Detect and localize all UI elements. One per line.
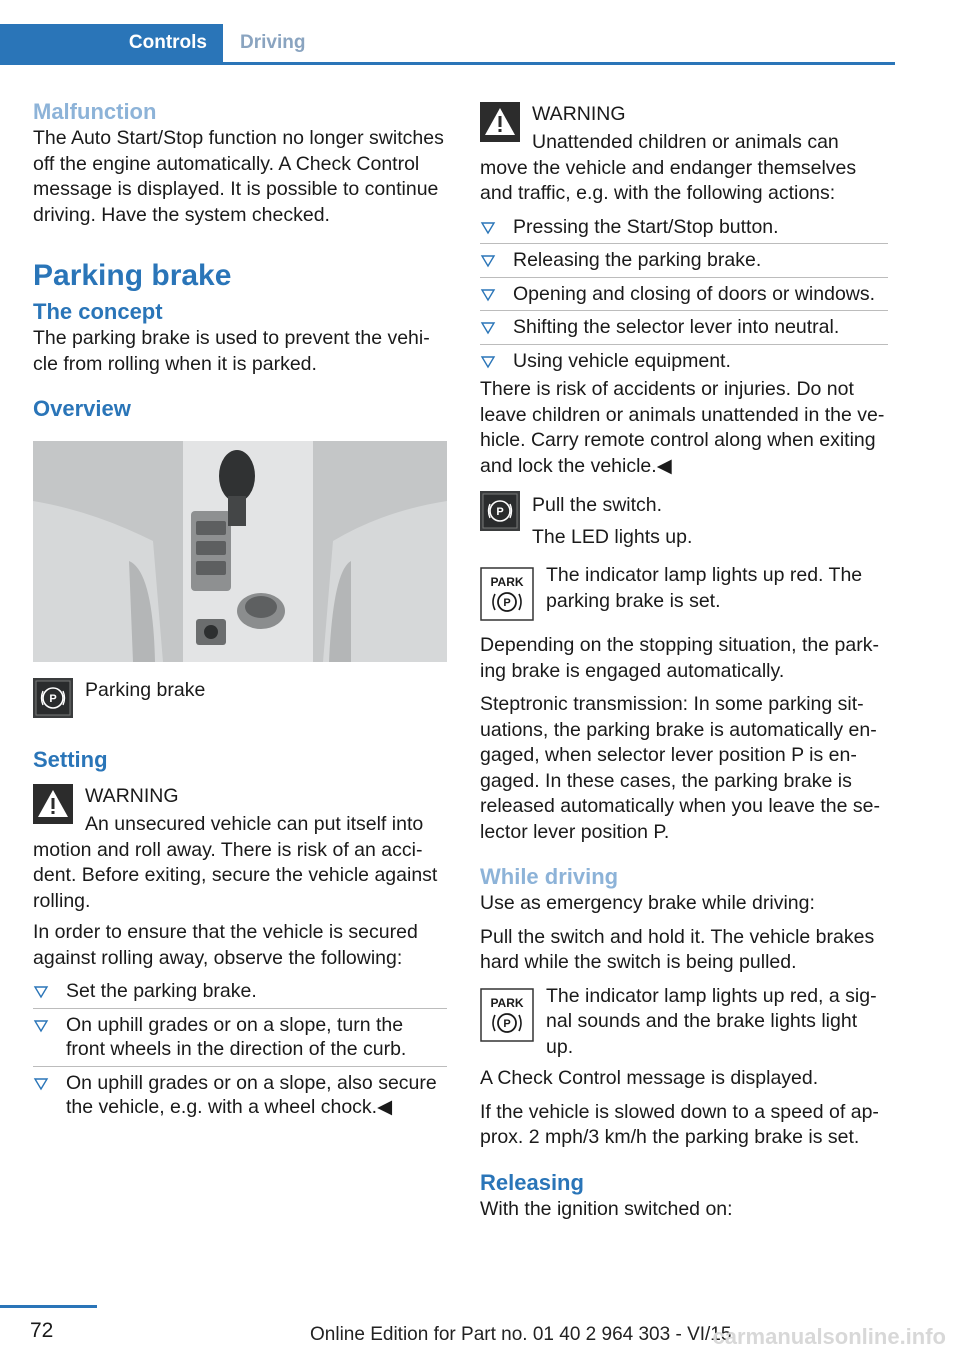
triangle-bullet-icon	[480, 320, 496, 336]
pull-switch-row	[480, 489, 888, 553]
page-number: 72	[30, 1319, 54, 1342]
indicator-signal-text: The indicator lamp lights up red, a signal sounds and the brake lights light up.	[546, 984, 877, 1058]
slowed-down-text: If the vehicle is slowed down to a speed of approx. 2 mph/3 km/h the parking brake is set.	[480, 1100, 879, 1148]
triangle-bullet-icon	[480, 354, 496, 370]
indicator-set-text: The indicator lamp lights up red. The parking brake is set.	[546, 564, 863, 612]
releasing-text: With the ignition switched on:	[480, 1197, 733, 1220]
warning-label: WARNING	[532, 103, 626, 125]
center-console-photo	[33, 441, 447, 662]
tab-controls[interactable]: Controls	[0, 24, 223, 62]
tab-driving[interactable]: Driving	[240, 32, 306, 53]
setting-heading: Setting	[33, 747, 108, 772]
warning-label: WARNING	[85, 785, 179, 807]
chapter-header	[0, 24, 895, 65]
pull-hold-text: Pull the switch and hold it. The vehicle brakes hard while the switch is being pulled.	[480, 925, 875, 973]
page-number-rule	[0, 1305, 97, 1308]
parking-brake-button-icon	[33, 678, 73, 718]
malfunction-text: The Auto Start/Stop function no longer switches off the engine automatically. A Check Control message is displayed. It is possible to continue driving. Have the system checked.	[33, 127, 444, 226]
list-item: Set the parking brake.	[33, 975, 447, 1009]
park-indicator-icon	[480, 988, 534, 1042]
svg-text:P: P	[503, 597, 511, 609]
list-item: On uphill grades or on a slope, turn the front wheels in the direction of the curb.	[33, 1009, 447, 1067]
led-lights-text: The LED lights up.	[532, 526, 693, 548]
indicator-row-set	[480, 563, 888, 625]
triangle-bullet-icon	[480, 253, 496, 269]
right-column	[480, 98, 888, 1222]
overview-heading: Overview	[33, 396, 131, 421]
parking-brake-button-icon	[480, 491, 520, 531]
svg-text:PARK: PARK	[490, 575, 524, 589]
children-warning	[480, 98, 888, 207]
left-column	[33, 98, 447, 1124]
console-illustration	[33, 441, 447, 662]
list-item: Opening and closing of doors or windows.	[480, 278, 888, 312]
emergency-brake-text: Use as emergency brake while driving:	[480, 892, 815, 914]
malfunction-heading: Malfunction	[33, 99, 157, 124]
list-item: Shifting the selector lever into neutral.	[480, 311, 888, 345]
svg-text:P: P	[496, 506, 504, 518]
svg-text:P: P	[49, 693, 57, 705]
triangle-bullet-icon	[480, 287, 496, 303]
steptronic-text: Steptronic transmission: In some parking situations, the parking brake is automatically engaged, when selector lever position P is engaged. In these cases, the parking brake is released automatically when you leave the selector lever position P.	[480, 693, 880, 843]
children-warning-text: Unattended children or animals can move the vehicle and endanger themselves and traffic, e.g. with the following actions:	[480, 131, 857, 204]
park-indicator-icon	[480, 567, 534, 621]
triangle-bullet-icon	[33, 1018, 49, 1034]
parking-brake-caption-row	[33, 676, 447, 726]
pull-switch-text: Pull the switch.	[532, 494, 663, 516]
warning-icon	[33, 784, 73, 824]
setting-intro: In order to ensure that the vehicle is secured against rolling away, observe the following:	[33, 921, 418, 969]
releasing-heading: Releasing	[480, 1169, 584, 1195]
svg-text:PARK: PARK	[490, 995, 524, 1010]
list-item: Using vehicle equipment.	[480, 345, 888, 378]
list-item: On uphill grades or on a slope, also secure the vehicle, e.g. with a wheel chock.◀	[33, 1067, 447, 1124]
edition-footer: Online Edition for Part no. 01 40 2 964 303 - VI/15	[310, 1324, 732, 1345]
triangle-bullet-icon	[480, 220, 496, 236]
parking-brake-heading: Parking brake	[33, 259, 232, 292]
warning-icon	[480, 102, 520, 142]
check-control-text: A Check Control message is displayed.	[480, 1067, 819, 1089]
concept-text: The parking brake is used to prevent the vehicle from rolling when it is parked.	[33, 327, 430, 375]
while-driving-heading: While driving	[480, 864, 619, 889]
parking-brake-caption: Parking brake	[85, 679, 206, 701]
warning-conclusion: There is risk of accidents or injuries. Do not leave children or animals unattended in the vehicle. Carry remote control along when exiting and lock the vehicle.◀	[480, 378, 885, 477]
triangle-bullet-icon	[33, 984, 49, 1000]
indicator-row-signal	[480, 984, 888, 1061]
setting-list	[33, 975, 447, 1124]
setting-warning	[33, 780, 447, 914]
list-item: Releasing the parking brake.	[480, 244, 888, 278]
svg-text:P: P	[503, 1017, 511, 1030]
actions-list	[480, 211, 888, 378]
list-item: Pressing the Start/Stop button.	[480, 211, 888, 245]
auto-engage-text: Depending on the stopping situation, the parking brake is engaged automatically.	[480, 634, 879, 682]
triangle-bullet-icon	[33, 1076, 49, 1092]
watermark: carmanualsonline.info	[712, 1324, 946, 1349]
setting-warning-text: An unsecured vehicle can put itself into motion and roll away. There is risk of an accident. Before exiting, secure the vehicle against rolling.	[33, 813, 438, 912]
concept-heading: The concept	[33, 299, 163, 324]
